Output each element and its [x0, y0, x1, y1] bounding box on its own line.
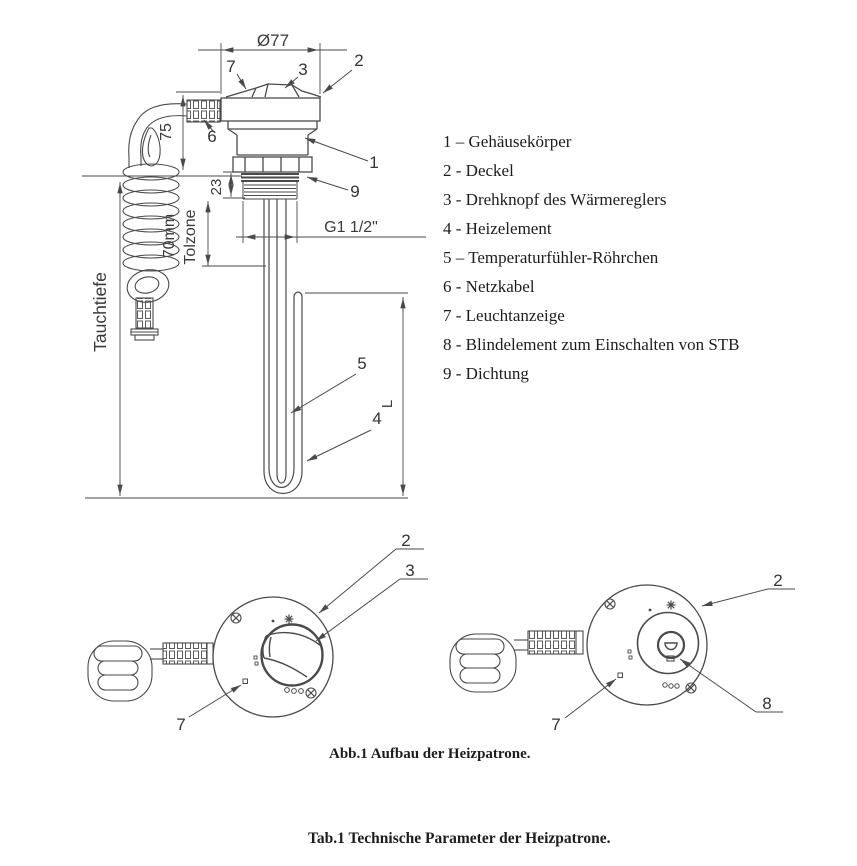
- callout-7-right: 7: [551, 715, 561, 734]
- gasket: [241, 174, 299, 181]
- screw-icon: [231, 613, 241, 623]
- cable-gland: [187, 100, 220, 122]
- vent-holes: [285, 688, 304, 694]
- callout-2-main: 2: [354, 51, 364, 70]
- parts-legend: [443, 127, 740, 388]
- thread-section: [243, 181, 297, 199]
- callout-4-main: 4: [372, 409, 382, 428]
- dim-tolzone-line2: Tolzone: [182, 209, 199, 265]
- indicator-light: [243, 679, 248, 684]
- main-assembly-view: [82, 31, 426, 498]
- blind-element-insert: [665, 643, 677, 650]
- cable-gland: [163, 643, 213, 664]
- dim-tolzone-line1: 70mm: [161, 213, 178, 259]
- dim-tauchtiefe-label: Tauchtiefe: [90, 272, 110, 352]
- legend-item-6: 6 - Netzkabel: [443, 277, 535, 296]
- table-caption: Tab.1 Technische Parameter der Heizpatrone.: [308, 830, 611, 847]
- screw-icon: [306, 688, 316, 698]
- dial-marks: [254, 656, 258, 665]
- indicator-light: [618, 673, 623, 678]
- dial-dot: [272, 620, 275, 623]
- dim-diameter-label: Ø77: [256, 31, 290, 50]
- legend-item-1: 1 – Gehäusekörper: [443, 132, 572, 151]
- callout-3-main: 3: [298, 60, 308, 79]
- power-plug: [131, 298, 158, 340]
- stb-face-view: [450, 571, 795, 734]
- dim-75-label: 75: [158, 123, 175, 141]
- screw-icon: [605, 599, 615, 609]
- callout-2-left: 2: [401, 531, 411, 550]
- max-setting-icon: [667, 601, 676, 610]
- cover-band: [221, 98, 320, 121]
- knob-handle: [263, 633, 321, 677]
- legend-item-7: 7 - Leuchtanzeige: [443, 306, 565, 325]
- callout-1-main: 1: [369, 153, 379, 172]
- dial-dot: [649, 609, 652, 612]
- dim-thread-label: G1 1/2": [324, 219, 378, 236]
- callout-7-left: 7: [176, 715, 186, 734]
- legend-item-3: 3 - Drehknopf des Wärmereglers: [443, 190, 667, 209]
- dim-23-label: 23: [208, 178, 225, 196]
- legend-item-8: 8 - Blindelement zum Einschalten von STB: [443, 335, 740, 354]
- callout-3-left: 3: [405, 561, 415, 580]
- callouts-thermostat-view: [176, 531, 428, 734]
- screw-icon: [686, 683, 696, 693]
- callout-6-main: 6: [207, 127, 217, 146]
- callout-7-main: 7: [226, 57, 236, 76]
- knob-profile: [226, 84, 321, 97]
- sensor-tube: [277, 199, 286, 483]
- legend-item-2: 2 - Deckel: [443, 161, 514, 180]
- legend-item-5: 5 – Temperaturfühler-Röhrchen: [443, 248, 659, 267]
- max-setting-icon: [285, 615, 294, 624]
- vent-holes: [663, 683, 679, 688]
- legend-item-4: 4 - Heizelement: [443, 219, 552, 238]
- cover-disk: [213, 597, 333, 717]
- dimension-lines: [82, 43, 426, 498]
- figure-caption: Abb.1 Aufbau der Heizpatrone.: [329, 746, 531, 762]
- blind-element-boss: [658, 632, 684, 658]
- dim-length-label: L: [379, 399, 396, 409]
- heating-element-tubes: [264, 199, 302, 494]
- callout-8-right: 8: [762, 694, 772, 713]
- folded-cable: [450, 634, 528, 692]
- callout-2-right: 2: [773, 571, 783, 590]
- heater-head-body: [221, 84, 321, 199]
- dial-marks: [628, 650, 632, 659]
- callout-5-main: 5: [357, 354, 367, 373]
- callout-9-main: 9: [350, 182, 360, 201]
- callouts-main-view: [204, 51, 382, 461]
- element-return-cap: [294, 292, 302, 297]
- cable-gland: [528, 631, 583, 654]
- legend-item-9: 9 - Dichtung: [443, 364, 529, 383]
- hex-nut: [233, 157, 312, 172]
- thermostat-face-view: [88, 531, 428, 734]
- folded-cable: [88, 641, 163, 701]
